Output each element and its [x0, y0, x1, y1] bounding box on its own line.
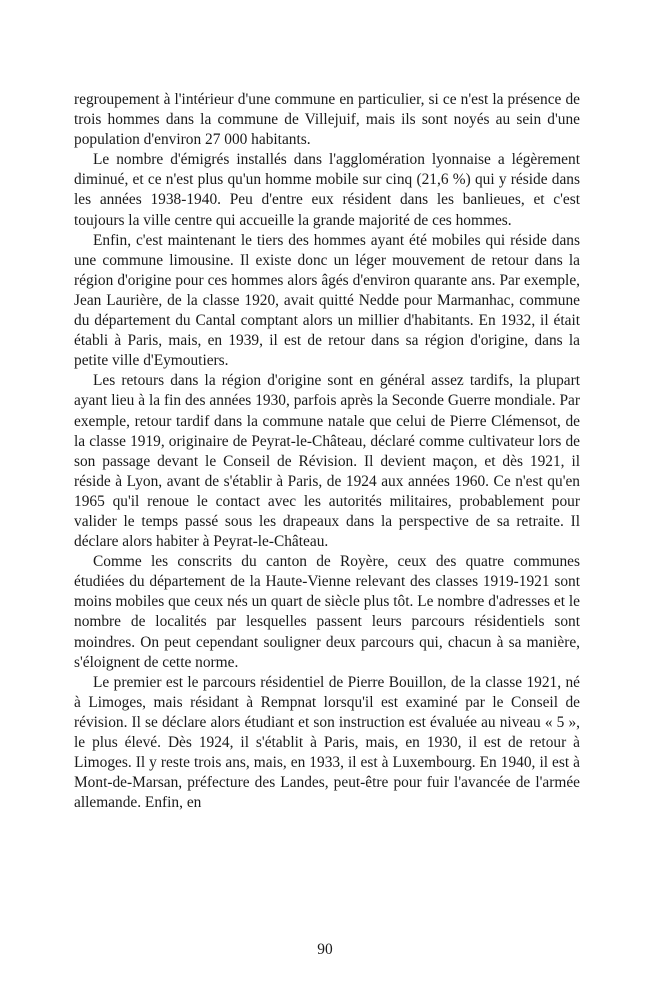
page-number: 90 — [317, 941, 333, 958]
paragraph-4: Les retours dans la région d'origine sont en général assez tardifs, la plupart ayant lieu à la fin des années 1930, parfois après la Seconde Guerre mondiale. Par exemple, retour tardif dans la commune natale que celui de Pierre Clémensot, de la classe 1919, originaire de Peyrat-le-Château, déclaré comme cultivateur lors de son passage devant le Conseil de Révision. Il devient maçon, et dès 1921, il réside à Lyon, avant de s'établir à Paris, de 1924 aux années 1960. Ce n'est qu'en 1965 qu'il renoue le contact avec les autorités militaires, probablement pour valider le temps passé sous les drapeaux dans la perspective de sa retraite. Il déclare alors habiter à Peyrat-le-Château. — [74, 372, 580, 551]
page-body — [74, 90, 580, 813]
paragraph-3: Enfin, c'est maintenant le tiers des hommes ayant été mobiles qui réside dans une commune limousine. Il existe donc un léger mouvement de retour dans la région d'origine pour ces hommes alors âgés d'environ quarante ans. Par exemple, Jean Laurière, de la classe 1920, avait quitté Nedde pour Marmanhac, commune du département du Cantal comptant alors un millier d'habitants. En 1932, il était établi à Paris, mais, en 1939, il est de retour dans sa région d'origine, dans la petite ville d'Eymoutiers. — [74, 231, 580, 370]
paragraph-1: regroupement à l'intérieur d'une commune en particulier, si ce n'est la présence de trois hommes dans la commune de Villejuif, mais ils sont noyés au sein d'une population d'environ 27 000 habitants. — [74, 91, 580, 149]
paragraph-2: Le nombre d'émigrés installés dans l'agglomération lyonnaise a légèrement diminué, et ce n'est plus qu'un homme mobile sur cinq (21,6 %) qui y réside dans les années 1938-1940. Peu d'entre eux résident dans les banlieues, et c'est toujours la ville centre qui accueille la grande majorité de ces hommes. — [74, 151, 580, 229]
paragraph-6: Le premier est le parcours résidentiel de Pierre Bouillon, de la classe 1921, né à Limoges, mais résidant à Rempnat lorsqu'il est examiné par le Conseil de révision. Il se déclare alors étudiant et son instruction est évaluée au niveau « 5 », le plus élevé. Dès 1924, il s'établit à Paris, mais, en 1930, il est de retour à Limoges. Il y reste trois ans, mais, en 1933, il est à Luxembourg. En 1940, il est à Mont-de-Marsan, préfecture des Landes, peut-être pour fuir l'avancée de l'armée allemande. Enfin, en — [74, 673, 580, 812]
paragraph-5: Comme les conscrits du canton de Royère, ceux des quatre communes étudiées du département de la Haute-Vienne relevant des classes 1919-1921 sont moins mobiles que ceux nés un quart de siècle plus tôt. Le nombre d'adresses et le nombre de localités par lesquelles passent leurs parcours résidentiels sont moindres. On peut cependant souligner deux parcours qui, chacun à sa manière, s'éloignent de cette norme. — [74, 553, 580, 671]
